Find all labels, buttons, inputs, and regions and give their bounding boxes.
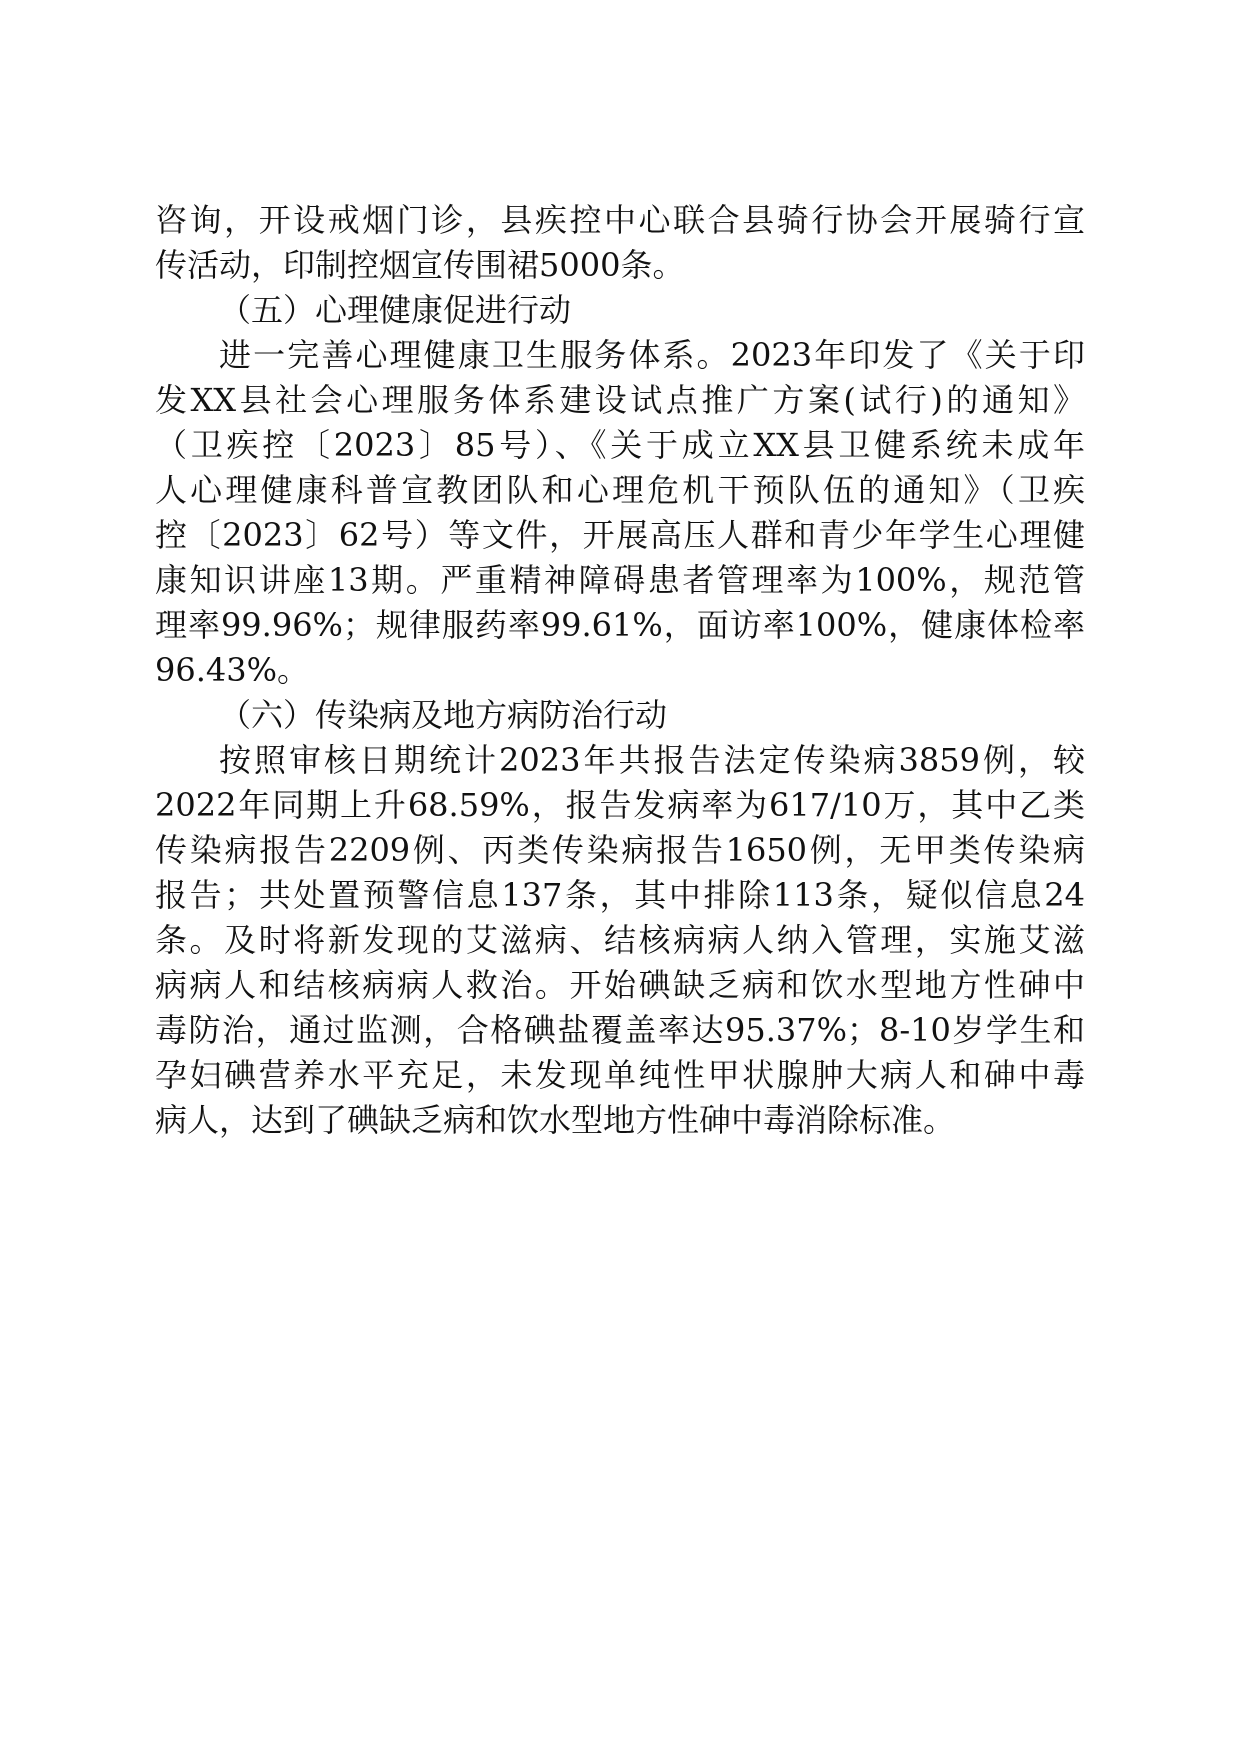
section-heading-infectious-disease: （六）传染病及地方病防治行动 [219, 696, 668, 734]
text-line: 2022年同期上升68.59%，报告发病率为617/10万，其中乙类 [155, 786, 1085, 824]
text-line: （卫疾控〔2023〕85号）、《关于成立XX县卫健系统未成年 [155, 426, 1085, 464]
text-line: 报告；共处置预警信息137条，其中排除113条，疑似信息24 [155, 876, 1085, 914]
text-line: 毒防治，通过监测，合格碘盐覆盖率达95.37%；8-10岁学生和 [155, 1011, 1085, 1049]
text-line: 病人，达到了碘缺乏病和饮水型地方性砷中毒消除标准。 [155, 1101, 956, 1139]
section-heading-mental-health: （五）心理健康促进行动 [219, 291, 572, 329]
text-line: 人心理健康科普宣教团队和心理危机干预队伍的通知》（卫疾 [155, 471, 1085, 509]
text-line: 进一完善心理健康卫生服务体系。2023年印发了《关于印 [219, 336, 1085, 374]
text-line: 病病人和结核病病人救治。开始碘缺乏病和饮水型地方性砷中 [155, 966, 1085, 1004]
text-line: 孕妇碘营养水平充足，未发现单纯性甲状腺肿大病人和砷中毒 [155, 1056, 1085, 1094]
text-line: 控〔2023〕62号）等文件，开展高压人群和青少年学生心理健 [155, 516, 1085, 554]
text-line: 康知识讲座13期。严重精神障碍患者管理率为100%，规范管 [155, 561, 1085, 599]
text-line: 传染病报告2209例、丙类传染病报告1650例，无甲类传染病 [155, 831, 1085, 869]
text-line: 96.43%。 [155, 651, 310, 689]
document-body [155, 198, 1085, 1143]
text-line: 按照审核日期统计2023年共报告法定传染病3859例，较 [219, 741, 1085, 779]
paragraph-mental-health [155, 333, 1085, 693]
text-line: 传活动，印制控烟宣传围裙5000条。 [155, 246, 685, 284]
text-line: 咨询，开设戒烟门诊，县疾控中心联合县骑行协会开展骑行宣 [155, 201, 1085, 239]
paragraph-smoking-control [155, 198, 1085, 288]
paragraph-infectious-disease [155, 738, 1085, 1143]
text-line: 条。及时将新发现的艾滋病、结核病病人纳入管理，实施艾滋 [155, 921, 1085, 959]
text-line: 理率99.96%；规律服药率99.61%，面访率100%，健康体检率 [155, 606, 1085, 644]
text-line: 发XX县社会心理服务体系建设试点推广方案(试行)的通知》 [155, 381, 1085, 419]
